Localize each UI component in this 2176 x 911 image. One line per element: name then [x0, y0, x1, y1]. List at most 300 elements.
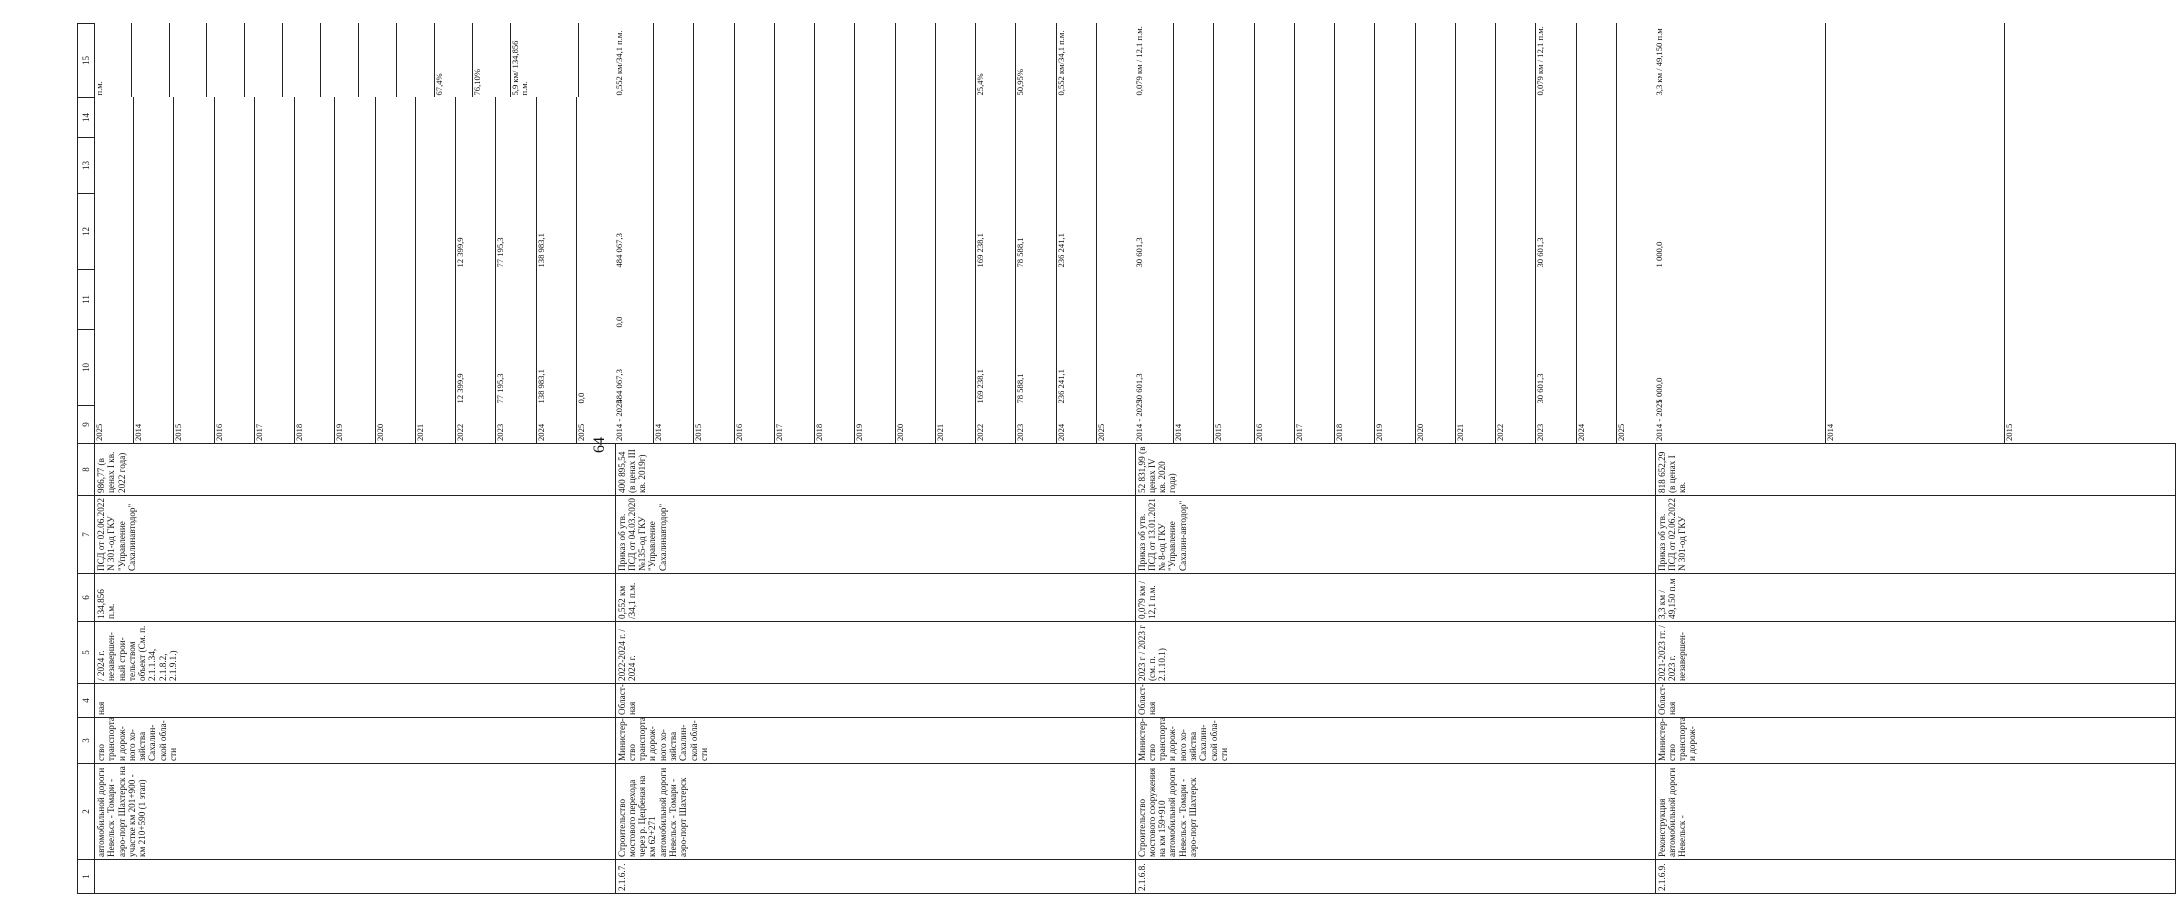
year-cell — [1455, 24, 1495, 98]
year-cell — [396, 24, 434, 98]
year-cell — [1655, 138, 1826, 194]
year-cell — [174, 98, 214, 138]
year-cell: 30 601,3 — [1135, 194, 1173, 270]
year-cell — [133, 330, 173, 406]
cell-number — [95, 860, 616, 894]
year-cell: 2019 — [855, 406, 895, 444]
year-cell — [694, 330, 734, 406]
year-cell — [895, 270, 935, 330]
year-subtable — [615, 24, 1135, 98]
cell-estimate: 52 831,99 (в ценах IV кв. 2020 года) — [1135, 444, 1655, 496]
year-cell: 2015 — [2003, 423, 2014, 441]
year-cell — [133, 270, 173, 330]
year-cell — [1056, 138, 1096, 194]
cell-years — [1654, 399, 2175, 444]
cell-estimate: 818 652,29 (в ценах I кв. — [1655, 444, 2175, 496]
year-subtable — [1655, 98, 2175, 138]
year-cell — [1496, 24, 1536, 98]
year-cell — [375, 98, 415, 138]
cell-ownership: ная — [95, 684, 616, 718]
year-cell — [1616, 24, 1655, 98]
cell-capacity: 3,3 км / 49,150 п.м — [1655, 574, 2175, 622]
year-cell — [815, 98, 855, 138]
year-cell — [774, 24, 814, 98]
year-cell — [855, 330, 895, 406]
cell-period: 2021-2023 гг. / 2023 г. незавершен- — [1655, 622, 2175, 684]
cell-result — [1655, 24, 2175, 98]
year-cell: 67,4% — [434, 24, 472, 98]
cell-estimate: 400 895,54 (в ценах III кв. 2019г) — [615, 444, 1135, 496]
year-cell: 2020 — [895, 406, 935, 444]
year-cell — [1455, 138, 1495, 194]
year-cell — [1375, 138, 1415, 194]
year-cell: 2021 — [1455, 406, 1495, 444]
year-cell — [1254, 98, 1294, 138]
year-cell — [1294, 24, 1334, 98]
year-cell — [1576, 194, 1616, 270]
year-cell — [615, 98, 653, 138]
year-cell — [694, 270, 734, 330]
year-cell — [174, 194, 214, 270]
year-cell: 2014 - 2025 — [1135, 406, 1173, 444]
year-cell — [1375, 98, 1415, 138]
cell-ownership: Област-ная — [1135, 684, 1655, 718]
year-cell — [1016, 138, 1056, 194]
year-cell — [1415, 138, 1455, 194]
year-cell — [335, 330, 375, 406]
year-cell — [174, 138, 214, 194]
year-cell — [335, 98, 375, 138]
year-cell: 2024 — [1056, 406, 1096, 444]
year-cell — [815, 24, 855, 98]
cell-regional — [615, 194, 1135, 270]
cell-years — [614, 399, 1135, 444]
cell-capacity: 0,079 км / 12,1 п.м. — [1135, 574, 1655, 622]
col-header: 11 — [78, 270, 95, 330]
year-subtable — [615, 330, 1135, 406]
year-cell — [1616, 98, 1655, 138]
year-cell — [536, 270, 576, 330]
year-cell — [1214, 194, 1254, 270]
year-cell: 2016 — [214, 406, 254, 444]
year-cell — [1254, 330, 1294, 406]
year-subtable — [1655, 270, 2175, 330]
year-cell: 1 000,0 — [1655, 330, 1826, 406]
year-cell — [1576, 138, 1616, 194]
year-cell — [415, 98, 455, 138]
cell-regional — [1655, 194, 2175, 270]
year-cell: 2017 — [774, 406, 814, 444]
year-cell — [895, 24, 935, 98]
year-cell — [1576, 270, 1616, 330]
year-cell: 30 601,3 — [1135, 330, 1173, 406]
year-cell — [976, 98, 1016, 138]
year-cell — [1826, 330, 2005, 406]
year-subtable — [1655, 138, 2175, 194]
year-subtable — [1654, 399, 2175, 444]
year-cell — [1254, 270, 1294, 330]
year-cell — [1826, 270, 2005, 330]
year-cell — [694, 194, 734, 270]
year-cell — [1375, 270, 1415, 330]
year-cell: 138 983,1 — [536, 330, 576, 406]
year-cell — [855, 24, 895, 98]
year-cell: 2025 — [95, 406, 133, 444]
year-subtable — [95, 98, 615, 138]
year-cell — [2004, 138, 2175, 194]
year-cell: 2016 — [734, 406, 774, 444]
cell-local — [1135, 138, 1655, 194]
cell-result — [95, 24, 616, 98]
cell-object-name: Реконструкция автомобильной дороги Невельск - — [1655, 764, 2175, 860]
year-cell — [734, 194, 774, 270]
year-cell — [579, 24, 615, 98]
year-subtable — [615, 270, 1135, 330]
year-cell — [734, 24, 774, 98]
year-cell — [774, 194, 814, 270]
year-cell — [321, 24, 359, 98]
year-subtable — [615, 138, 1135, 194]
cell-number: 2.1.6.8. — [1135, 860, 1655, 894]
year-cell — [214, 330, 254, 406]
cell-estimate: 986,77 (в ценах I кв. 2022 года) — [95, 444, 616, 496]
year-cell — [976, 138, 1016, 194]
year-cell — [335, 270, 375, 330]
year-cell: 0,0 — [615, 270, 653, 330]
year-cell — [359, 24, 397, 98]
year-cell — [1294, 138, 1334, 194]
year-cell — [335, 138, 375, 194]
year-cell — [1294, 270, 1334, 330]
year-cell — [496, 270, 536, 330]
year-cell — [774, 138, 814, 194]
year-cell — [1173, 98, 1213, 138]
data-table — [77, 23, 2176, 894]
cell-other — [615, 98, 1135, 138]
year-subtable — [95, 406, 615, 444]
year-subtable — [614, 399, 1135, 444]
year-cell: 169 238,1 — [976, 330, 1016, 406]
year-cell: 30 601,3 — [1536, 330, 1576, 406]
table-row — [95, 24, 616, 894]
year-cell — [1096, 194, 1135, 270]
year-cell — [1415, 98, 1455, 138]
year-subtable — [1135, 98, 1655, 138]
year-cell — [1096, 98, 1135, 138]
year-cell — [1536, 98, 1576, 138]
year-cell: 2022 — [1496, 406, 1536, 444]
year-cell: 78 588,1 — [1016, 330, 1056, 406]
year-cell: 0,079 км / 12,1 п.м. — [1135, 24, 1173, 98]
year-cell: 2018 — [295, 406, 335, 444]
year-cell: 77 195,3 — [496, 330, 536, 406]
year-cell: 76,10% — [472, 24, 510, 98]
year-cell: 2023 — [1016, 406, 1056, 444]
year-subtable — [1135, 270, 1655, 330]
cell-total — [1655, 330, 2175, 406]
year-cell — [1016, 98, 1056, 138]
year-cell — [335, 194, 375, 270]
col-header: 12 — [78, 194, 95, 270]
year-cell — [1335, 330, 1375, 406]
year-subtable — [615, 98, 1135, 138]
year-cell — [1826, 194, 2005, 270]
year-cell — [1214, 98, 1254, 138]
cell-regional — [95, 194, 616, 270]
year-cell — [1536, 138, 1576, 194]
cell-other — [1135, 98, 1655, 138]
year-cell — [254, 138, 294, 194]
table-row — [1135, 24, 1655, 894]
year-subtable — [1655, 330, 2175, 406]
year-cell: 2015 — [694, 406, 734, 444]
cell-other — [1655, 98, 2175, 138]
year-cell — [254, 194, 294, 270]
year-cell — [815, 270, 855, 330]
year-cell — [1375, 24, 1415, 98]
cell-total — [1135, 330, 1655, 406]
col-header: 2 — [78, 764, 95, 860]
year-cell — [1096, 24, 1135, 98]
year-cell: 2023 — [1536, 406, 1576, 444]
year-cell — [456, 138, 496, 194]
year-cell — [295, 270, 335, 330]
year-cell — [254, 98, 294, 138]
cell-regional — [1135, 194, 1655, 270]
year-subtable — [1135, 194, 1655, 270]
year-cell — [895, 194, 935, 270]
cell-object-name: Строительство мостового перехода через р. Цецбеная на км 62+271 автомобильной дороги Невельск - Томари - аэро-порт Шахтерск — [615, 764, 1135, 860]
cell-number: 2.1.6.9. — [1655, 860, 2175, 894]
year-cell — [1415, 24, 1455, 98]
cell-local — [1655, 138, 2175, 194]
year-cell — [653, 194, 693, 270]
year-subtable — [95, 138, 615, 194]
year-cell: 2014 — [1173, 406, 1213, 444]
year-cell — [375, 330, 415, 406]
year-cell — [214, 194, 254, 270]
year-cell: 0,552 км/34,1 п.м. — [615, 24, 653, 98]
year-cell — [1335, 270, 1375, 330]
year-cell — [1576, 24, 1616, 98]
year-cell — [935, 24, 975, 98]
year-cell — [1415, 330, 1455, 406]
year-cell — [1214, 270, 1254, 330]
cell-total — [615, 330, 1135, 406]
col-header: 15 — [78, 24, 95, 98]
year-cell — [1254, 24, 1294, 98]
year-cell: 12 399,9 — [456, 330, 496, 406]
year-cell — [1616, 138, 1655, 194]
year-cell — [1173, 270, 1213, 330]
year-cell — [815, 138, 855, 194]
year-cell: 484 067,3 — [615, 330, 653, 406]
col-header: 8 — [78, 444, 95, 496]
year-cell — [1826, 24, 2005, 98]
year-cell — [935, 138, 975, 194]
year-cell — [1135, 270, 1173, 330]
year-cell — [653, 138, 693, 194]
cell-years — [1134, 399, 1655, 444]
year-cell: 2019 — [1375, 406, 1415, 444]
year-cell — [133, 138, 173, 194]
year-cell — [653, 270, 693, 330]
year-cell: 2014 - 2025 — [615, 406, 653, 444]
year-cell — [415, 194, 455, 270]
year-cell — [653, 98, 693, 138]
cell-capacity: 0,552 км /34,1 п.м. — [615, 574, 1135, 622]
year-cell — [415, 138, 455, 194]
year-cell — [174, 270, 214, 330]
cell-object-name: автомобильной дороги Невельск - Томари - аэро-порт Шахтерск на участке км 201+900 - км 210+590 (1 этап) — [95, 764, 616, 860]
year-cell — [1496, 194, 1536, 270]
year-cell — [1415, 194, 1455, 270]
page-number: 64 — [591, 437, 608, 453]
year-cell — [254, 330, 294, 406]
year-cell — [1455, 270, 1495, 330]
header-row — [78, 24, 95, 894]
year-subtable — [95, 330, 615, 406]
year-cell — [1173, 24, 1213, 98]
year-cell — [295, 330, 335, 406]
year-cell: 12 399,9 — [456, 194, 496, 270]
year-cell — [1496, 270, 1536, 330]
year-cell — [496, 98, 536, 138]
year-cell — [1375, 330, 1415, 406]
cell-ownership: Област-ная — [1655, 684, 2175, 718]
year-cell — [576, 270, 615, 330]
year-cell: 2014 — [653, 406, 693, 444]
year-cell — [1455, 194, 1495, 270]
year-cell: 30 601,3 — [1536, 194, 1576, 270]
year-cell: 2014 — [133, 406, 173, 444]
cell-customer: Министер-ство транспорта и дорож-ного хо-зяйства Сахалин-ской обла-сти — [1135, 718, 1655, 764]
col-header: 1 — [78, 860, 95, 894]
year-cell — [1576, 330, 1616, 406]
col-header: 10 — [78, 330, 95, 406]
year-cell — [375, 194, 415, 270]
year-cell — [1826, 98, 2005, 138]
year-cell — [214, 98, 254, 138]
year-cell — [536, 138, 576, 194]
year-cell: 2024 — [536, 406, 576, 444]
col-header: 7 — [78, 496, 95, 574]
year-cell — [1254, 194, 1294, 270]
year-cell — [2004, 98, 2175, 138]
year-cell — [815, 330, 855, 406]
year-cell — [1576, 98, 1616, 138]
year-cell: 138 983,1 — [536, 194, 576, 270]
year-cell: 2020 — [1415, 406, 1455, 444]
year-cell: 2019 — [335, 406, 375, 444]
year-cell — [1335, 194, 1375, 270]
year-subtable — [95, 194, 615, 270]
year-subtable — [1135, 330, 1655, 406]
year-cell — [1616, 270, 1655, 330]
cell-result — [1135, 24, 1655, 98]
year-cell: 2015 — [1214, 406, 1254, 444]
year-subtable — [95, 270, 615, 330]
year-cell — [1616, 330, 1655, 406]
year-cell — [935, 330, 975, 406]
year-cell — [855, 270, 895, 330]
year-cell — [895, 138, 935, 194]
year-cell: 484 067,3 — [615, 194, 653, 270]
year-cell — [1826, 138, 2005, 194]
col-header: 3 — [78, 718, 95, 764]
year-cell: 2020 — [375, 406, 415, 444]
cell-period: / 2024 г. незавершен-ный строи-тельством объект (См. п. 2.1.1.34, 2.1.8.2, 2.1.9.1.) — [95, 622, 616, 684]
year-cell — [536, 98, 576, 138]
year-cell — [1335, 24, 1375, 98]
year-subtable — [1655, 24, 2175, 98]
year-subtable — [1135, 138, 1655, 194]
year-subtable — [95, 24, 615, 98]
year-cell: 2017 — [1294, 406, 1334, 444]
cell-document: Приказ об утв. ПСД от 13.01.2021 № 8-од ГКУ "Управление Сахалин-автодор" — [1135, 496, 1655, 574]
year-cell: 2018 — [815, 406, 855, 444]
year-cell — [1214, 24, 1254, 98]
year-cell — [976, 270, 1016, 330]
year-cell — [95, 330, 133, 406]
year-cell — [295, 138, 335, 194]
year-cell — [1496, 138, 1536, 194]
year-cell — [1335, 138, 1375, 194]
year-cell — [415, 330, 455, 406]
year-cell — [496, 138, 536, 194]
year-cell: 77 195,3 — [496, 194, 536, 270]
year-cell — [1135, 98, 1173, 138]
year-cell — [1375, 194, 1415, 270]
year-cell — [653, 24, 693, 98]
col-header: 5 — [78, 622, 95, 684]
year-cell — [415, 270, 455, 330]
year-cell — [133, 194, 173, 270]
col-header: 14 — [78, 98, 95, 138]
year-cell: 2021 — [935, 406, 975, 444]
year-cell — [1655, 98, 1826, 138]
year-subtable — [615, 194, 1135, 270]
cell-capacity: 134,856 п.м. — [95, 574, 616, 622]
year-cell — [456, 270, 496, 330]
year-cell — [1455, 330, 1495, 406]
year-cell: 2016 — [1254, 406, 1294, 444]
year-cell — [1214, 330, 1254, 406]
year-cell — [1294, 98, 1334, 138]
year-cell — [935, 194, 975, 270]
year-cell — [1254, 138, 1294, 194]
year-cell — [1335, 98, 1375, 138]
cell-local — [615, 138, 1135, 194]
year-cell — [895, 98, 935, 138]
cell-period: 2022-2024 г. / 2024 г. — [615, 622, 1135, 684]
year-cell — [1294, 330, 1334, 406]
col-header: 9 — [78, 406, 95, 444]
year-cell — [615, 138, 653, 194]
year-cell — [694, 24, 734, 98]
cell-ownership: Област-ная — [615, 684, 1135, 718]
year-cell: 2025 — [1095, 423, 1106, 441]
year-cell — [1655, 270, 1826, 330]
year-cell — [694, 98, 734, 138]
year-cell — [734, 98, 774, 138]
year-cell — [95, 270, 133, 330]
year-cell — [1616, 194, 1655, 270]
year-cell: 0,079 км / 12,1 п.м. — [1536, 24, 1576, 98]
year-cell — [207, 24, 245, 98]
year-cell — [2004, 194, 2175, 270]
cell-number: 2.1.6.7. — [615, 860, 1135, 894]
